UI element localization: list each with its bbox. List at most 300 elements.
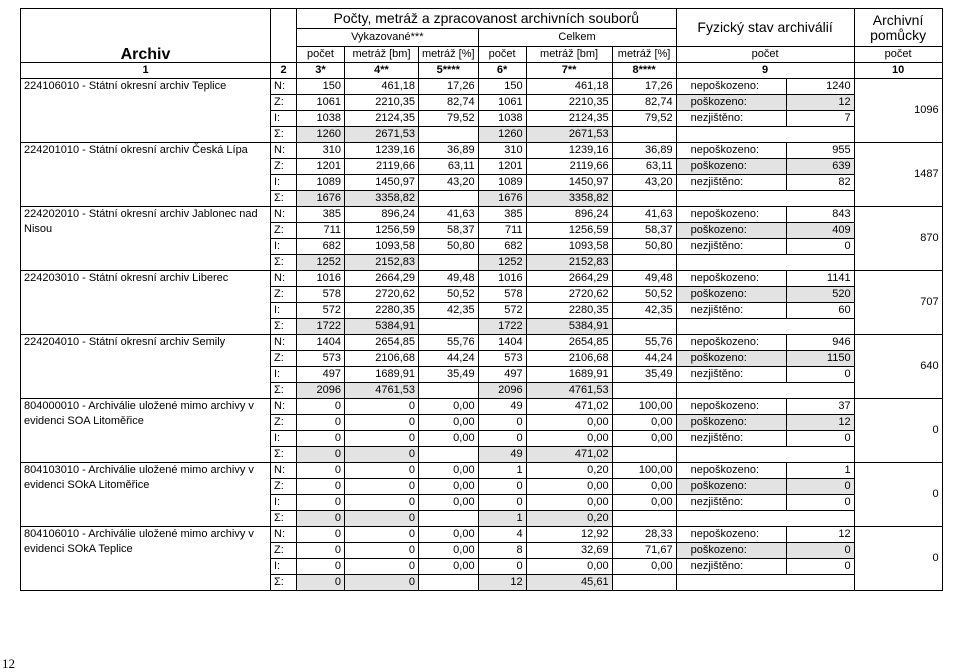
value-cell: 1038 <box>297 111 345 127</box>
total-header: Celkem <box>478 29 676 47</box>
value-cell: 49,48 <box>419 271 479 287</box>
value-cell: 1089 <box>297 175 345 191</box>
value-cell: 310 <box>478 143 526 159</box>
physical-state-count: 0 <box>786 367 854 383</box>
physical-state-label: poškozeno: <box>676 543 786 559</box>
value-cell: 0,00 <box>419 431 479 447</box>
physical-state-count: 639 <box>786 159 854 175</box>
value-cell: 82,74 <box>419 95 479 111</box>
table-row <box>21 399 943 415</box>
subheader-cell: počet <box>854 47 942 63</box>
sum-value-cell: 1676 <box>297 191 345 207</box>
sum-value-cell: 2671,53 <box>345 127 419 143</box>
row-type-label: I: <box>271 303 297 319</box>
table-row <box>21 527 943 543</box>
empty-cell <box>676 383 854 399</box>
subheader-cell: metráž [bm] <box>345 47 419 63</box>
row-type-label: I: <box>271 367 297 383</box>
reported-header: Vykazované*** <box>297 29 479 47</box>
value-cell: 2119,66 <box>345 159 419 175</box>
value-cell: 471,02 <box>526 399 612 415</box>
value-cell: 0,00 <box>526 559 612 575</box>
row-type-label: Z: <box>271 543 297 559</box>
physical-state-count: 0 <box>786 543 854 559</box>
physical-state-count: 1 <box>786 463 854 479</box>
sum-value-cell: 3358,82 <box>526 191 612 207</box>
table-row <box>21 271 943 287</box>
value-cell: 0 <box>297 463 345 479</box>
row-type-label: N: <box>271 463 297 479</box>
archive-name: 224106010 - Státní okresní archiv Teplice <box>21 79 271 143</box>
value-cell: 49 <box>478 399 526 415</box>
value-cell: 58,37 <box>419 223 479 239</box>
sum-value-cell: 471,02 <box>526 447 612 463</box>
value-cell: 0 <box>297 479 345 495</box>
row-type-label: Z: <box>271 159 297 175</box>
value-cell: 0 <box>345 415 419 431</box>
archive-name: 804000010 - Archiválie uložené mimo archivy v evidenci SOA Litoměřice <box>21 399 271 463</box>
physical-state-label: poškozeno: <box>676 415 786 431</box>
value-cell: 49,48 <box>612 271 676 287</box>
archive-name: 224204010 - Státní okresní archiv Semily <box>21 335 271 399</box>
value-cell: 71,67 <box>612 543 676 559</box>
empty-cell <box>676 127 854 143</box>
sum-value-cell: 1676 <box>478 191 526 207</box>
row-type-label: N: <box>271 271 297 287</box>
physical-state-count: 1150 <box>786 351 854 367</box>
value-cell: 682 <box>478 239 526 255</box>
archival-aids-count: 1096 <box>854 79 942 143</box>
value-cell: 1450,97 <box>345 175 419 191</box>
row-type-header <box>271 9 297 63</box>
value-cell: 1201 <box>478 159 526 175</box>
empty-cell <box>676 447 854 463</box>
row-type-label: I: <box>271 239 297 255</box>
row-type-label: N: <box>271 399 297 415</box>
empty-cell <box>612 575 676 591</box>
physical-state-label: nezjištěno: <box>676 367 786 383</box>
sum-value-cell: 4761,53 <box>345 383 419 399</box>
value-cell: 0,00 <box>612 559 676 575</box>
physical-state-label: nepoškozeno: <box>676 399 786 415</box>
empty-cell <box>612 191 676 207</box>
value-cell: 682 <box>297 239 345 255</box>
row-type-label: Σ: <box>271 511 297 527</box>
value-cell: 0 <box>297 543 345 559</box>
value-cell: 461,18 <box>526 79 612 95</box>
sum-value-cell: 0 <box>345 447 419 463</box>
value-cell: 385 <box>478 207 526 223</box>
physical-state-count: 1141 <box>786 271 854 287</box>
sum-value-cell: 1252 <box>478 255 526 271</box>
physical-state-count: 409 <box>786 223 854 239</box>
value-cell: 17,26 <box>419 79 479 95</box>
row-type-label: Z: <box>271 351 297 367</box>
value-cell: 0 <box>297 559 345 575</box>
empty-cell <box>676 255 854 271</box>
value-cell: 0 <box>345 431 419 447</box>
value-cell: 35,49 <box>419 367 479 383</box>
subheader-cell: počet <box>676 47 854 63</box>
value-cell: 578 <box>478 287 526 303</box>
physical-state-count: 12 <box>786 95 854 111</box>
archive-name: 804106010 - Archiválie uložené mimo archivy v evidenci SOkA Teplice <box>21 527 271 591</box>
value-cell: 8 <box>478 543 526 559</box>
physical-state-label: poškozeno: <box>676 287 786 303</box>
row-type-label: Σ: <box>271 191 297 207</box>
value-cell: 2280,35 <box>345 303 419 319</box>
value-cell: 2720,62 <box>526 287 612 303</box>
value-cell: 4 <box>478 527 526 543</box>
row-type-label: Z: <box>271 223 297 239</box>
archiv-header: Archiv <box>21 9 271 63</box>
value-cell: 0,00 <box>419 527 479 543</box>
value-cell: 0 <box>478 495 526 511</box>
value-cell: 0 <box>478 431 526 447</box>
table-row <box>21 143 943 159</box>
value-cell: 0,00 <box>612 479 676 495</box>
value-cell: 1016 <box>297 271 345 287</box>
sum-value-cell: 0 <box>297 511 345 527</box>
physical-state-count: 955 <box>786 143 854 159</box>
value-cell: 42,35 <box>612 303 676 319</box>
value-cell: 0 <box>478 479 526 495</box>
row-type-label: I: <box>271 175 297 191</box>
sum-value-cell: 0 <box>297 447 345 463</box>
value-cell: 0 <box>345 559 419 575</box>
row-type-label: Z: <box>271 95 297 111</box>
value-cell: 44,24 <box>612 351 676 367</box>
archival-aids-count: 0 <box>854 463 942 527</box>
value-cell: 58,37 <box>612 223 676 239</box>
value-cell: 28,33 <box>612 527 676 543</box>
sum-value-cell: 45,61 <box>526 575 612 591</box>
subheader-cell: metráž [%] <box>419 47 479 63</box>
value-cell: 578 <box>297 287 345 303</box>
value-cell: 50,80 <box>612 239 676 255</box>
archival-aids-count: 640 <box>854 335 942 399</box>
physical-state-label: nezjištěno: <box>676 559 786 575</box>
row-type-label: N: <box>271 335 297 351</box>
value-cell: 100,00 <box>612 463 676 479</box>
subheader-cell: počet <box>297 47 345 63</box>
value-cell: 150 <box>297 79 345 95</box>
value-cell: 0 <box>478 415 526 431</box>
empty-cell <box>676 511 854 527</box>
row-type-label: Σ: <box>271 319 297 335</box>
value-cell: 79,52 <box>419 111 479 127</box>
row-type-label: I: <box>271 495 297 511</box>
row-type-label: Σ: <box>271 127 297 143</box>
empty-cell <box>419 511 479 527</box>
sum-value-cell: 49 <box>478 447 526 463</box>
empty-cell <box>419 383 479 399</box>
row-type-label: N: <box>271 207 297 223</box>
value-cell: 12,92 <box>526 527 612 543</box>
value-cell: 573 <box>297 351 345 367</box>
value-cell: 82,74 <box>612 95 676 111</box>
value-cell: 1201 <box>297 159 345 175</box>
page-number: 12 <box>2 656 15 671</box>
archive-name: 224201010 - Státní okresní archiv Česká Lípa <box>21 143 271 207</box>
subheader-cell: počet <box>478 47 526 63</box>
sum-value-cell: 2096 <box>478 383 526 399</box>
value-cell: 43,20 <box>612 175 676 191</box>
physical-state-label: nezjištěno: <box>676 303 786 319</box>
value-cell: 1038 <box>478 111 526 127</box>
value-cell: 0 <box>297 527 345 543</box>
row-type-label: Σ: <box>271 575 297 591</box>
sum-value-cell: 1260 <box>297 127 345 143</box>
value-cell: 2124,35 <box>345 111 419 127</box>
value-cell: 497 <box>478 367 526 383</box>
empty-cell <box>419 319 479 335</box>
subheader-cell: metráž [bm] <box>526 47 612 63</box>
value-cell: 0,00 <box>419 399 479 415</box>
value-cell: 572 <box>478 303 526 319</box>
empty-cell <box>612 383 676 399</box>
value-cell: 0 <box>345 479 419 495</box>
row-type-label: Σ: <box>271 255 297 271</box>
archival-aids-count: 870 <box>854 207 942 271</box>
archive-statistics-table <box>20 8 943 591</box>
archival-aids-count: 0 <box>854 399 942 463</box>
sum-value-cell: 12 <box>478 575 526 591</box>
table-row <box>21 207 943 223</box>
value-cell: 2119,66 <box>526 159 612 175</box>
value-cell: 896,24 <box>526 207 612 223</box>
subheader-cell: metráž [%] <box>612 47 676 63</box>
column-number-cell: 9 <box>676 63 854 79</box>
empty-cell <box>676 191 854 207</box>
value-cell: 0 <box>297 415 345 431</box>
value-cell: 497 <box>297 367 345 383</box>
value-cell: 0,00 <box>419 415 479 431</box>
value-cell: 572 <box>297 303 345 319</box>
value-cell: 1450,97 <box>526 175 612 191</box>
value-cell: 0,00 <box>419 559 479 575</box>
value-cell: 44,24 <box>419 351 479 367</box>
row-type-label: N: <box>271 527 297 543</box>
value-cell: 0,00 <box>526 479 612 495</box>
sum-value-cell: 0 <box>297 575 345 591</box>
value-cell: 36,89 <box>612 143 676 159</box>
column-number-cell: 10 <box>854 63 942 79</box>
physical-state-count: 0 <box>786 495 854 511</box>
physical-state-label: nepoškozeno: <box>676 335 786 351</box>
sum-value-cell: 1260 <box>478 127 526 143</box>
value-cell: 0,20 <box>526 463 612 479</box>
physical-state-count: 7 <box>786 111 854 127</box>
physical-state-count: 0 <box>786 431 854 447</box>
physical-state-label: poškozeno: <box>676 95 786 111</box>
value-cell: 2210,35 <box>345 95 419 111</box>
physical-state-label: nezjištěno: <box>676 175 786 191</box>
row-type-label: I: <box>271 559 297 575</box>
value-cell: 0 <box>297 399 345 415</box>
sum-value-cell: 0 <box>345 511 419 527</box>
table-row <box>21 463 943 479</box>
value-cell: 150 <box>478 79 526 95</box>
row-type-label: N: <box>271 79 297 95</box>
column-number-cell: 8**** <box>612 63 676 79</box>
value-cell: 1093,58 <box>526 239 612 255</box>
value-cell: 35,49 <box>612 367 676 383</box>
row-type-label: Z: <box>271 479 297 495</box>
archive-name: 804103010 - Archiválie uložené mimo archivy v evidenci SOkA Litoměřice <box>21 463 271 527</box>
value-cell: 1256,59 <box>526 223 612 239</box>
value-cell: 36,89 <box>419 143 479 159</box>
value-cell: 50,52 <box>612 287 676 303</box>
sum-value-cell: 2671,53 <box>526 127 612 143</box>
table-row <box>21 79 943 95</box>
value-cell: 0,00 <box>612 415 676 431</box>
physical-state-label: nezjištěno: <box>676 111 786 127</box>
main-header: Počty, metráž a zpracovanost archivních souborů <box>297 9 677 29</box>
physical-state-label: poškozeno: <box>676 479 786 495</box>
value-cell: 41,63 <box>612 207 676 223</box>
physical-state-label: poškozeno: <box>676 159 786 175</box>
sum-value-cell: 1252 <box>297 255 345 271</box>
value-cell: 0 <box>345 495 419 511</box>
value-cell: 1 <box>478 463 526 479</box>
value-cell: 42,35 <box>419 303 479 319</box>
row-type-label: Σ: <box>271 447 297 463</box>
empty-cell <box>612 447 676 463</box>
value-cell: 1061 <box>478 95 526 111</box>
value-cell: 1239,16 <box>526 143 612 159</box>
value-cell: 2654,85 <box>526 335 612 351</box>
value-cell: 100,00 <box>612 399 676 415</box>
row-type-label: N: <box>271 143 297 159</box>
value-cell: 2280,35 <box>526 303 612 319</box>
value-cell: 0,00 <box>526 415 612 431</box>
empty-cell <box>676 575 854 591</box>
value-cell: 310 <box>297 143 345 159</box>
physical-state-label: nepoškozeno: <box>676 463 786 479</box>
row-type-label: I: <box>271 431 297 447</box>
value-cell: 0,00 <box>419 495 479 511</box>
value-cell: 1239,16 <box>345 143 419 159</box>
value-cell: 1256,59 <box>345 223 419 239</box>
value-cell: 1016 <box>478 271 526 287</box>
value-cell: 0,00 <box>612 431 676 447</box>
archival-aids-count: 707 <box>854 271 942 335</box>
sum-value-cell: 2096 <box>297 383 345 399</box>
sum-value-cell: 2152,83 <box>345 255 419 271</box>
value-cell: 1404 <box>478 335 526 351</box>
value-cell: 2654,85 <box>345 335 419 351</box>
physical-state-label: nepoškozeno: <box>676 527 786 543</box>
row-type-label: Σ: <box>271 383 297 399</box>
sum-value-cell: 4761,53 <box>526 383 612 399</box>
value-cell: 1089 <box>478 175 526 191</box>
value-cell: 385 <box>297 207 345 223</box>
value-cell: 0 <box>345 543 419 559</box>
table-row <box>21 335 943 351</box>
physical-state-header: Fyzický stav archiválií <box>676 9 854 47</box>
value-cell: 50,80 <box>419 239 479 255</box>
physical-state-label: poškozeno: <box>676 223 786 239</box>
column-number-cell: 4** <box>345 63 419 79</box>
value-cell: 0,00 <box>419 543 479 559</box>
value-cell: 0 <box>297 431 345 447</box>
value-cell: 17,26 <box>612 79 676 95</box>
sum-value-cell: 1722 <box>297 319 345 335</box>
value-cell: 1689,91 <box>526 367 612 383</box>
aids-header: Archivní pomůcky <box>854 9 942 47</box>
value-cell: 79,52 <box>612 111 676 127</box>
physical-state-count: 12 <box>786 527 854 543</box>
value-cell: 0,00 <box>612 495 676 511</box>
value-cell: 0 <box>345 399 419 415</box>
value-cell: 0 <box>478 559 526 575</box>
value-cell: 0 <box>345 463 419 479</box>
empty-cell <box>612 319 676 335</box>
value-cell: 461,18 <box>345 79 419 95</box>
value-cell: 41,63 <box>419 207 479 223</box>
physical-state-count: 82 <box>786 175 854 191</box>
physical-state-label: poškozeno: <box>676 351 786 367</box>
archive-name: 224202010 - Státní okresní archiv Jablonec nad Nisou <box>21 207 271 271</box>
value-cell: 0,00 <box>419 479 479 495</box>
value-cell: 0 <box>297 495 345 511</box>
value-cell: 1061 <box>297 95 345 111</box>
column-number-cell: 6* <box>478 63 526 79</box>
value-cell: 32,69 <box>526 543 612 559</box>
empty-cell <box>612 511 676 527</box>
physical-state-label: nepoškozeno: <box>676 207 786 223</box>
row-type-label: I: <box>271 111 297 127</box>
empty-cell <box>419 191 479 207</box>
value-cell: 50,52 <box>419 287 479 303</box>
value-cell: 55,76 <box>419 335 479 351</box>
column-number-cell: 5**** <box>419 63 479 79</box>
physical-state-count: 520 <box>786 287 854 303</box>
physical-state-label: nepoškozeno: <box>676 271 786 287</box>
sum-value-cell: 5384,91 <box>345 319 419 335</box>
physical-state-count: 946 <box>786 335 854 351</box>
physical-state-label: nepoškozeno: <box>676 79 786 95</box>
archival-aids-count: 0 <box>854 527 942 591</box>
sum-value-cell: 0 <box>345 575 419 591</box>
empty-cell <box>419 255 479 271</box>
physical-state-count: 37 <box>786 399 854 415</box>
value-cell: 2720,62 <box>345 287 419 303</box>
value-cell: 2210,35 <box>526 95 612 111</box>
value-cell: 43,20 <box>419 175 479 191</box>
value-cell: 55,76 <box>612 335 676 351</box>
value-cell: 2106,68 <box>526 351 612 367</box>
value-cell: 2664,29 <box>526 271 612 287</box>
physical-state-count: 0 <box>786 559 854 575</box>
value-cell: 1093,58 <box>345 239 419 255</box>
value-cell: 63,11 <box>612 159 676 175</box>
value-cell: 0,00 <box>526 495 612 511</box>
physical-state-label: nepoškozeno: <box>676 143 786 159</box>
value-cell: 0,00 <box>419 463 479 479</box>
column-number-cell: 1 <box>21 63 271 79</box>
empty-cell <box>419 127 479 143</box>
value-cell: 573 <box>478 351 526 367</box>
sum-value-cell: 0,20 <box>526 511 612 527</box>
column-number-cell: 7** <box>526 63 612 79</box>
row-type-label: Z: <box>271 287 297 303</box>
physical-state-count: 0 <box>786 479 854 495</box>
empty-cell <box>612 127 676 143</box>
physical-state-count: 843 <box>786 207 854 223</box>
archive-name: 224203010 - Státní okresní archiv Liberec <box>21 271 271 335</box>
